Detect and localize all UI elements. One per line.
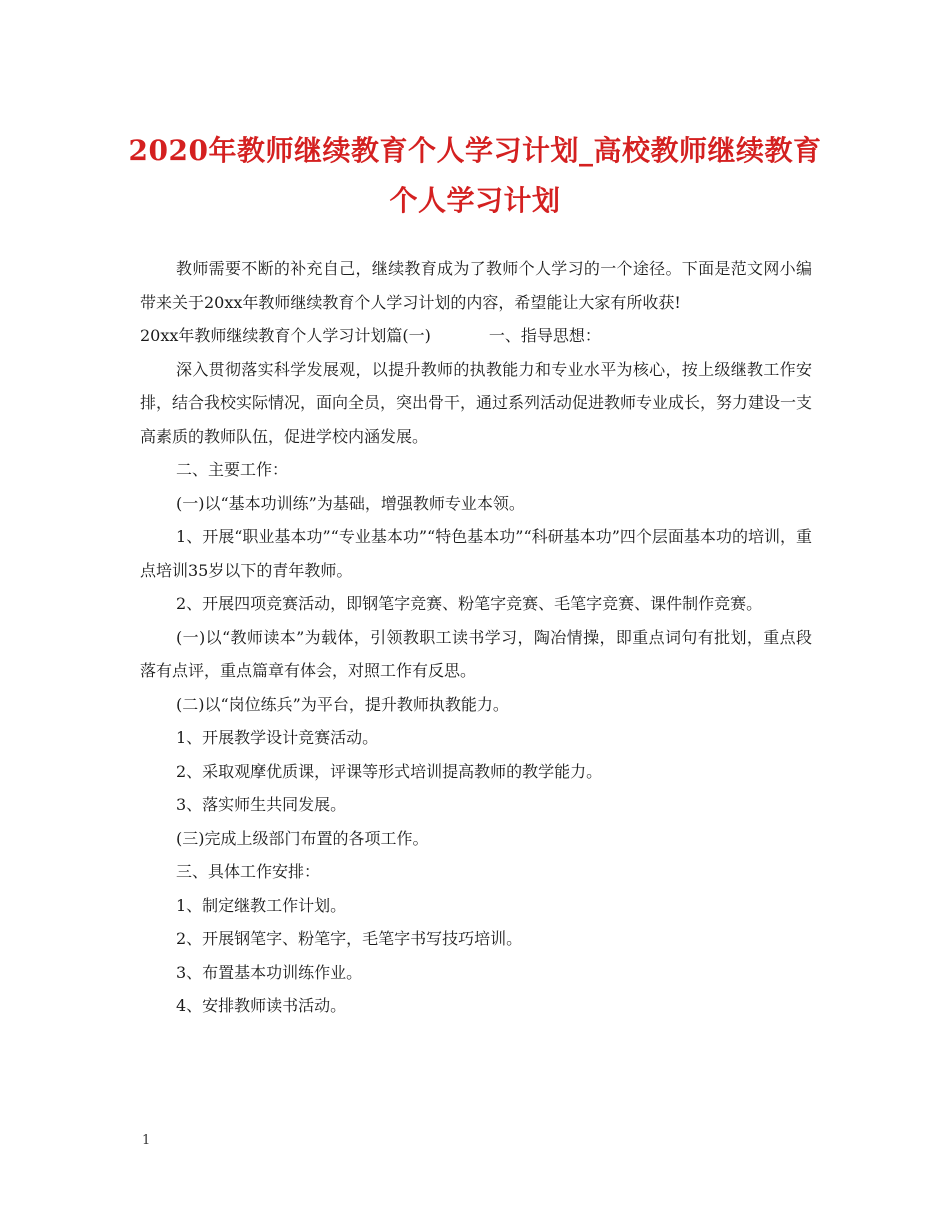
- guide-heading: 一、指导思想：: [488, 326, 601, 345]
- section-heading: 20xx年教师继续教育个人学习计划篇(一): [140, 326, 431, 345]
- item-2-observation: 2、采取观摩优质课，评课等形式培训提高教师的教学能力。: [176, 761, 603, 781]
- item-teacher-reader: (一)以“教师读本”为载体，引领教职工读书学习，陶冶情操，即重点词句有批划，重点段落有点评，重点篇章有体会，对照工作有反思。: [140, 627, 812, 680]
- page-number: 1: [142, 1133, 151, 1148]
- schedule-item-1: 1、制定继教工作计划。: [176, 895, 347, 915]
- item-3-common-development: 3、落实师生共同发展。: [176, 795, 347, 814]
- item-job-training: (二)以“岗位练兵”为平台，提升教师执教能力。: [176, 694, 509, 714]
- document-title: 2020年教师继续教育个人学习计划_高校教师继续教育个人学习计划: [128, 134, 822, 217]
- item-1-basic-skills: 1、开展“职业基本功”“专业基本功”“特色基本功”“科研基本功”四个层面基本功的培训，重点培训35岁以下的青年教师。: [140, 527, 812, 580]
- heading-main-work: 二、主要工作：: [176, 460, 289, 479]
- item-2-competitions: 2、开展四项竞赛活动，即钢笔字竞赛、粉笔字竞赛、毛笔字竞赛、课件制作竞赛。: [176, 594, 763, 613]
- heading-work-schedule: 三、具体工作安排：: [176, 862, 321, 881]
- schedule-item-2: 2、开展钢笔字、粉笔字，毛笔字书写技巧培训。: [176, 929, 523, 948]
- section-heading-row: [140, 319, 812, 353]
- document-body: [140, 252, 812, 1023]
- paragraph-guiding-idea: 深入贯彻落实科学发展观，以提升教师的执教能力和专业水平为核心，按上级继教工作安排，结合我校实际情况，面向全员，突出骨干，通过系列活动促进教师专业成长，努力建设一支高素质的教师队伍，促进学校内涵发展。: [140, 359, 813, 446]
- schedule-item-3: 3、布置基本功训练作业。: [176, 962, 363, 982]
- intro-paragraph: 教师需要不断的补充自己，继续教育成为了教师个人学习的一个途径。下面是范文网小编带来关于20xx年教师继续教育个人学习计划的内容，希望能让大家有所收获!: [140, 259, 812, 312]
- item-basic-training: (一)以“基本功训练”为基础，增强教师专业本领。: [176, 493, 525, 513]
- item-1-design-contest: 1、开展教学设计竞赛活动。: [176, 728, 379, 747]
- schedule-item-4: 4、安排教师读书活动。: [176, 996, 347, 1015]
- item-complete-tasks: (三)完成上级部门布置的各项工作。: [176, 828, 429, 848]
